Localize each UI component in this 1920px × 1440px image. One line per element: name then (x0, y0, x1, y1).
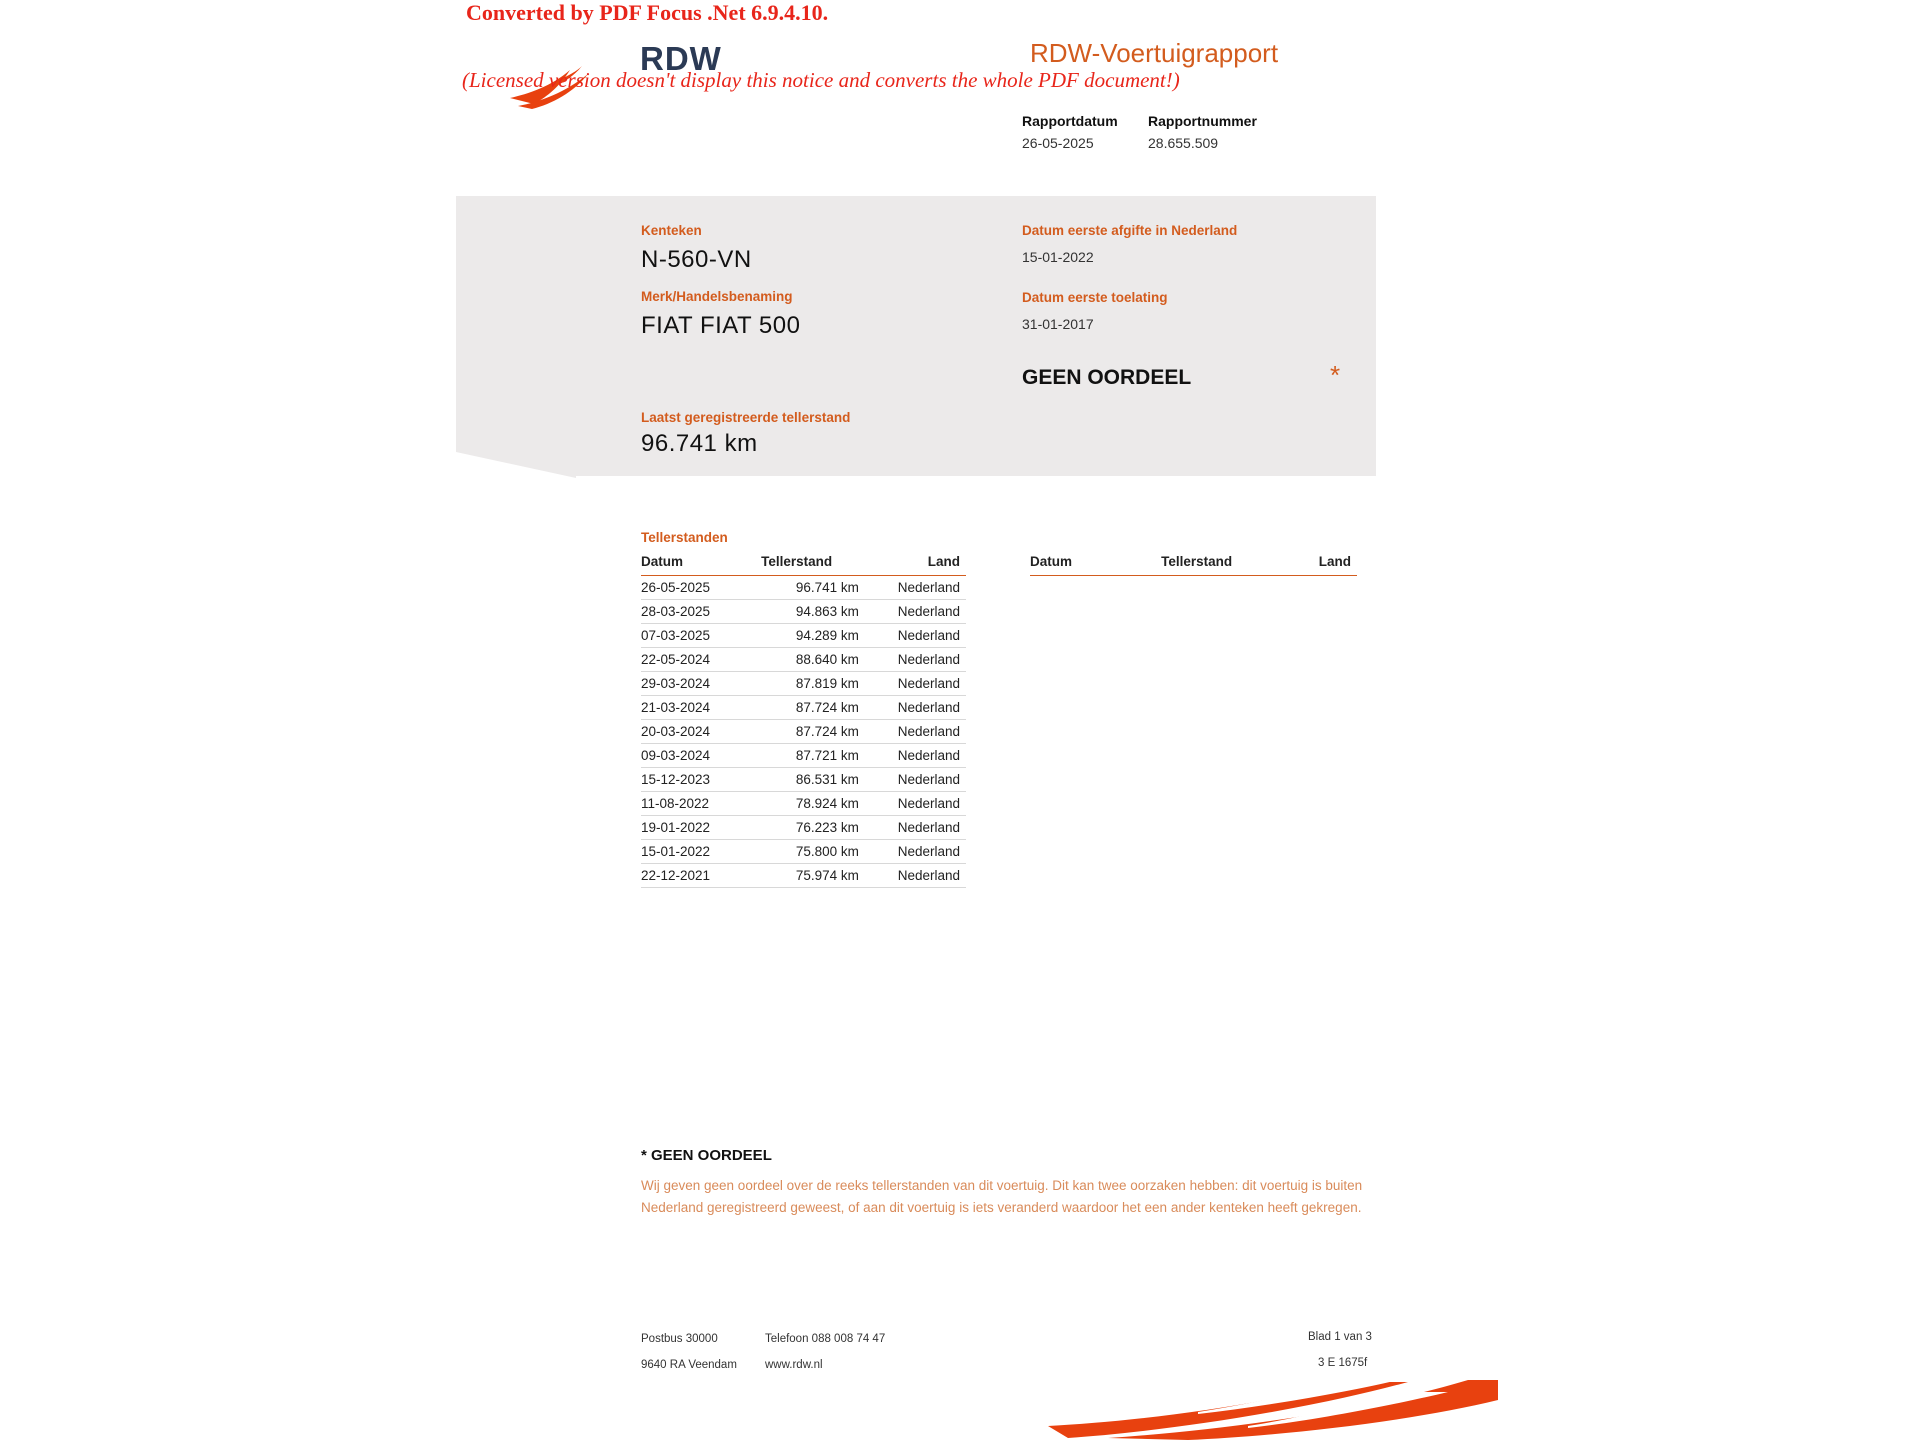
footer-website[interactable]: www.rdw.nl (765, 1359, 823, 1371)
report-date-value: 26-05-2025 (1022, 135, 1094, 151)
table-row (641, 840, 966, 864)
footer-postbus: Postbus 30000 (641, 1333, 718, 1345)
cell-land: Nederland (881, 816, 966, 840)
table-row (641, 624, 966, 648)
cell-datum: 15-01-2022 (641, 840, 761, 864)
cell-land: Nederland (881, 840, 966, 864)
column-header-tellerstand: Tellerstand (1161, 552, 1269, 576)
cell-datum: 09-03-2024 (641, 744, 761, 768)
footer-city: 9640 RA Veendam (641, 1359, 737, 1371)
watermark-notice-line2: (Licensed version doesn't display this notice and converts the whole PDF document!) (462, 68, 1180, 92)
column-header-datum: Datum (641, 552, 761, 576)
odometer-table-body (641, 576, 966, 888)
cell-tellerstand: 78.924 km (761, 792, 881, 816)
verdict-footnote-marker: * (1330, 360, 1341, 390)
cell-datum: 29-03-2024 (641, 672, 761, 696)
last-odometer-label: Laatst geregistreerde tellerstand (641, 410, 851, 425)
first-registration-nl-label: Datum eerste afgifte in Nederland (1022, 223, 1238, 238)
cell-tellerstand: 75.800 km (761, 840, 881, 864)
table-header-row (1030, 552, 1357, 576)
vehicle-summary-panel (456, 196, 1376, 476)
cell-tellerstand: 75.974 km (761, 864, 881, 888)
watermark-notice-line1: Converted by PDF Focus .Net 6.9.4.10. (466, 0, 829, 25)
odometer-table-title: Tellerstanden (641, 530, 728, 545)
cell-tellerstand: 88.640 km (761, 648, 881, 672)
cell-datum: 22-12-2021 (641, 864, 761, 888)
cell-tellerstand: 96.741 km (761, 576, 881, 600)
cell-datum: 19-01-2022 (641, 816, 761, 840)
table-row (641, 576, 966, 600)
footer-page-number: Blad 1 van 3 (1308, 1331, 1372, 1343)
rdw-footer-swoosh-icon (1048, 1378, 1498, 1440)
table-header-row (641, 552, 966, 576)
table-row (641, 720, 966, 744)
first-admission-label: Datum eerste toelating (1022, 290, 1168, 305)
cell-tellerstand: 86.531 km (761, 768, 881, 792)
cell-land: Nederland (881, 672, 966, 696)
table-row (641, 648, 966, 672)
kenteken-value: N-560-VN (641, 246, 752, 273)
cell-land: Nederland (881, 768, 966, 792)
cell-land: Nederland (881, 576, 966, 600)
cell-land: Nederland (881, 792, 966, 816)
footer-phone: Telefoon 088 008 74 47 (765, 1333, 886, 1345)
cell-land: Nederland (881, 624, 966, 648)
cell-land: Nederland (881, 720, 966, 744)
report-number-value: 28.655.509 (1148, 135, 1219, 151)
cell-datum: 26-05-2025 (641, 576, 761, 600)
page-title: RDW-Voertuigrapport (1030, 38, 1279, 68)
table-row (641, 768, 966, 792)
merk-label: Merk/Handelsbenaming (641, 289, 793, 304)
column-header-land: Land (1269, 552, 1357, 576)
cell-datum: 15-12-2023 (641, 768, 761, 792)
merk-value: FIAT FIAT 500 (641, 312, 801, 339)
first-registration-nl-value: 15-01-2022 (1022, 249, 1094, 265)
verdict-text: GEEN OORDEEL (1022, 366, 1192, 389)
footnote-title: * GEEN OORDEEL (641, 1147, 772, 1164)
cell-tellerstand: 87.819 km (761, 672, 881, 696)
odometer-table-right (1030, 552, 1357, 576)
table-row (641, 672, 966, 696)
column-header-tellerstand: Tellerstand (761, 552, 881, 576)
footnote-body: Wij geven geen oordeel over de reeks tellerstanden van dit voertuig. Dit kan twee oorzaken hebben: dit voertuig is buiten Nederland geregistreerd geweest, of aan dit voertuig is iets veranderd waardoor het een ander kenteken heeft gekregen. (641, 1178, 1363, 1216)
cell-datum: 28-03-2025 (641, 600, 761, 624)
cell-tellerstand: 87.721 km (761, 744, 881, 768)
report-number-label: Rapportnummer (1148, 113, 1257, 129)
column-header-land: Land (881, 552, 966, 576)
table-row (641, 744, 966, 768)
cell-land: Nederland (881, 600, 966, 624)
cell-land: Nederland (881, 744, 966, 768)
odometer-table-left (641, 552, 966, 888)
report-date-label: Rapportdatum (1022, 113, 1118, 129)
last-odometer-value: 96.741 km (641, 430, 758, 457)
table-row (641, 696, 966, 720)
column-header-datum: Datum (1030, 552, 1161, 576)
panel-notch-diagonal (456, 452, 576, 478)
table-row (641, 816, 966, 840)
table-row (641, 864, 966, 888)
cell-datum: 20-03-2024 (641, 720, 761, 744)
table-row (641, 600, 966, 624)
cell-tellerstand: 94.289 km (761, 624, 881, 648)
cell-tellerstand: 87.724 km (761, 720, 881, 744)
cell-datum: 07-03-2025 (641, 624, 761, 648)
table-row (641, 792, 966, 816)
cell-tellerstand: 76.223 km (761, 816, 881, 840)
cell-land: Nederland (881, 696, 966, 720)
rdw-logo-text: RDW (640, 40, 722, 77)
kenteken-label: Kenteken (641, 223, 702, 238)
cell-datum: 21-03-2024 (641, 696, 761, 720)
cell-datum: 11-08-2022 (641, 792, 761, 816)
cell-datum: 22-05-2024 (641, 648, 761, 672)
cell-land: Nederland (881, 648, 966, 672)
cell-tellerstand: 87.724 km (761, 696, 881, 720)
cell-land: Nederland (881, 864, 966, 888)
footer-form-code: 3 E 1675f (1318, 1357, 1368, 1369)
cell-tellerstand: 94.863 km (761, 600, 881, 624)
first-admission-value: 31-01-2017 (1022, 316, 1094, 332)
